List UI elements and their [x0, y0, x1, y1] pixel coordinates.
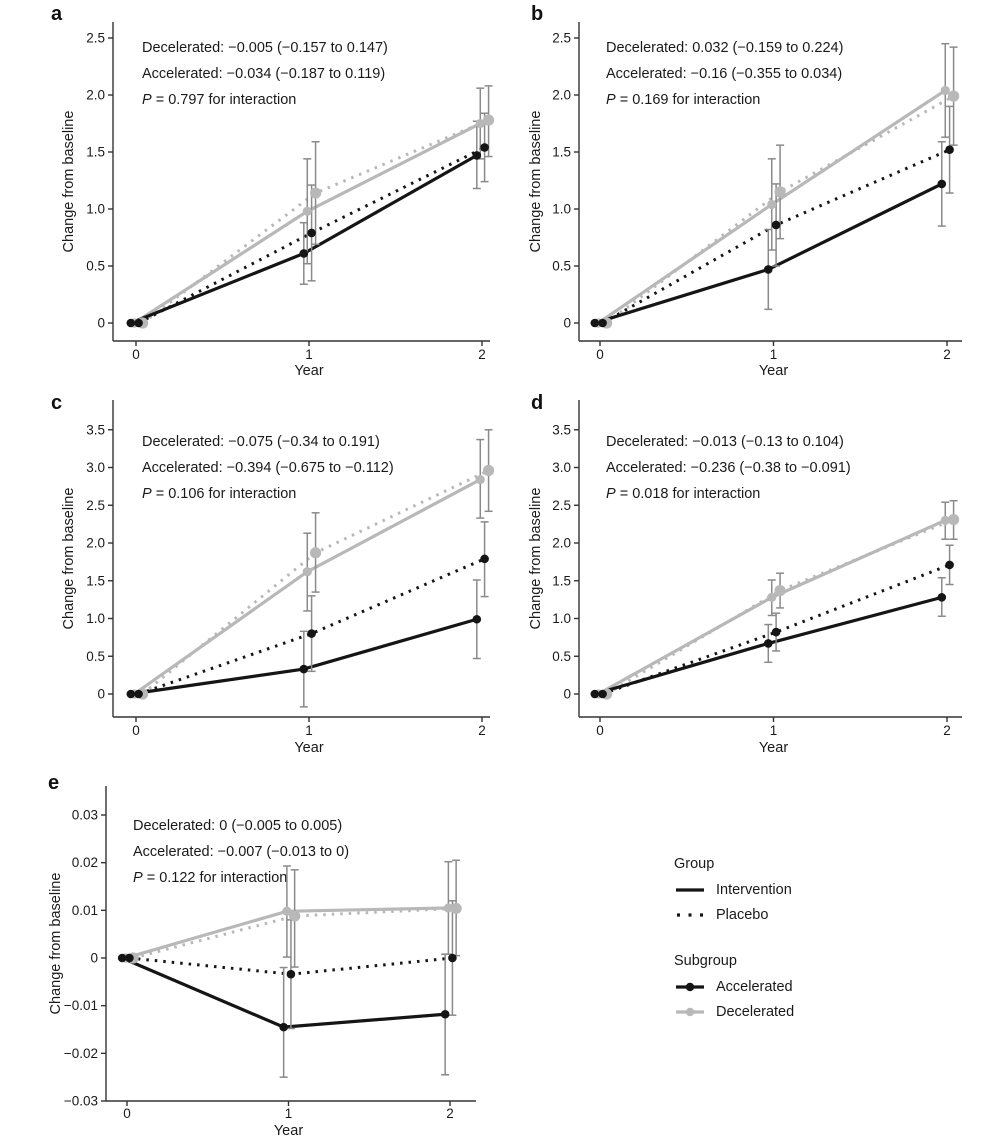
legend-item-accelerated — [674, 979, 882, 995]
svg-text:0: 0 — [90, 950, 98, 966]
svg-text:Year: Year — [273, 1123, 304, 1139]
panel-a-chart — [0, 0, 500, 378]
svg-text:0: 0 — [596, 347, 604, 362]
svg-text:−0.01: −0.01 — [63, 998, 98, 1014]
svg-text:Year: Year — [294, 363, 324, 378]
svg-text:P = 0.797 for interaction: P = 0.797 for interaction — [142, 92, 297, 108]
svg-text:1: 1 — [305, 723, 313, 738]
svg-text:0.01: 0.01 — [71, 902, 98, 918]
svg-text:Year: Year — [758, 740, 789, 756]
svg-text:2: 2 — [478, 723, 486, 738]
svg-text:1.5: 1.5 — [552, 573, 571, 589]
svg-text:0: 0 — [132, 347, 140, 362]
decelerated-line-sample — [674, 1005, 706, 1019]
svg-text:−0.02: −0.02 — [63, 1045, 98, 1061]
panel-b-chart — [500, 0, 1000, 378]
svg-text:0: 0 — [97, 686, 105, 702]
svg-text:0: 0 — [132, 723, 140, 738]
svg-text:0.03: 0.03 — [71, 807, 98, 823]
panel-a-letter: a — [51, 3, 63, 25]
svg-text:2: 2 — [943, 723, 951, 738]
svg-text:1: 1 — [284, 1106, 293, 1121]
svg-text:0.5: 0.5 — [86, 258, 105, 274]
svg-text:Change from baseline: Change from baseline — [61, 110, 77, 253]
svg-text:1.5: 1.5 — [86, 573, 105, 589]
legend-group-title: Group — [674, 856, 715, 872]
svg-text:P = 0.018 for interaction: P = 0.018 for interaction — [606, 486, 761, 502]
svg-text:Change from baseline: Change from baseline — [48, 872, 64, 1015]
svg-text:Decelerated: −0.075 (−0.34 to: Decelerated: −0.075 (−0.34 to 0.191) — [142, 434, 380, 450]
svg-text:Decelerated: 0.032 (−0.159 to: Decelerated: 0.032 (−0.159 to 0.224) — [606, 40, 844, 56]
svg-text:0.5: 0.5 — [86, 648, 105, 664]
svg-text:2.0: 2.0 — [86, 87, 105, 103]
svg-text:2.0: 2.0 — [86, 535, 105, 551]
svg-text:P = 0.106 for interaction: P = 0.106 for interaction — [142, 486, 297, 502]
svg-text:Accelerated: −0.16 (−0.355 to: Accelerated: −0.16 (−0.355 to 0.034) — [606, 66, 843, 82]
legend — [662, 856, 882, 1029]
panel-c-chart — [0, 380, 500, 768]
svg-text:0: 0 — [563, 315, 571, 331]
svg-text:0.5: 0.5 — [552, 258, 571, 274]
svg-text:1.0: 1.0 — [552, 201, 571, 217]
svg-text:0: 0 — [97, 315, 105, 331]
legend-item-label: Accelerated — [716, 979, 793, 995]
svg-text:Year: Year — [758, 363, 789, 378]
svg-text:3.5: 3.5 — [86, 422, 105, 438]
dotted-line-sample — [674, 908, 706, 922]
legend-item-label: Decelerated — [716, 1004, 795, 1020]
svg-text:P = 0.169 for interaction: P = 0.169 for interaction — [606, 92, 761, 108]
svg-text:2.5: 2.5 — [86, 497, 105, 513]
svg-text:Change from baseline: Change from baseline — [528, 110, 544, 253]
svg-text:1.5: 1.5 — [86, 144, 105, 160]
solid-line-sample — [674, 883, 706, 897]
legend-item-label: Intervention — [716, 882, 792, 898]
svg-text:0: 0 — [123, 1106, 131, 1121]
svg-text:2: 2 — [446, 1106, 454, 1121]
svg-text:Decelerated: −0.005 (−0.157 to: Decelerated: −0.005 (−0.157 to 0.147) — [142, 40, 388, 56]
svg-text:1: 1 — [305, 347, 313, 362]
legend-item-label: Placebo — [716, 907, 769, 923]
panel-b-letter: b — [531, 3, 544, 25]
panel-c-letter: c — [51, 392, 63, 414]
panel-d-letter: d — [531, 392, 544, 414]
svg-text:Change from baseline: Change from baseline — [528, 487, 544, 630]
svg-text:2.0: 2.0 — [552, 87, 571, 103]
svg-text:Accelerated: −0.034 (−0.187 to: Accelerated: −0.034 (−0.187 to 0.119) — [142, 66, 386, 82]
svg-text:3.0: 3.0 — [552, 460, 571, 475]
svg-text:1.5: 1.5 — [552, 144, 571, 160]
svg-text:2.0: 2.0 — [552, 535, 571, 551]
panel-e-chart — [0, 760, 560, 1144]
svg-text:Decelerated: −0.013 (−0.13 to: Decelerated: −0.013 (−0.13 to 0.104) — [606, 434, 844, 450]
svg-text:2: 2 — [478, 347, 486, 362]
svg-text:Year: Year — [294, 740, 324, 756]
svg-text:P = 0.122 for interaction: P = 0.122 for interaction — [133, 870, 288, 886]
svg-text:0: 0 — [563, 686, 571, 702]
svg-text:2.5: 2.5 — [552, 30, 571, 46]
svg-text:2: 2 — [943, 347, 951, 362]
panel-e-letter: e — [48, 772, 60, 794]
svg-text:1.0: 1.0 — [86, 611, 105, 626]
accelerated-line-sample — [674, 980, 706, 994]
legend-item-placebo — [674, 907, 882, 923]
svg-text:1.0: 1.0 — [86, 201, 105, 217]
svg-text:0: 0 — [596, 723, 604, 738]
legend-item-intervention — [674, 882, 882, 898]
svg-text:3.0: 3.0 — [86, 460, 105, 475]
svg-text:Decelerated: 0 (−0.005 to 0.00: Decelerated: 0 (−0.005 to 0.005) — [133, 818, 343, 834]
legend-subgroup-title: Subgroup — [674, 953, 737, 969]
svg-text:1: 1 — [769, 347, 778, 362]
svg-text:Accelerated: −0.007 (−0.013 to: Accelerated: −0.007 (−0.013 to 0) — [133, 844, 350, 860]
svg-text:1: 1 — [769, 723, 778, 738]
svg-text:1.0: 1.0 — [552, 611, 571, 626]
svg-text:−0.03: −0.03 — [63, 1093, 98, 1109]
svg-text:0.5: 0.5 — [552, 648, 571, 664]
svg-text:Accelerated: −0.236 (−0.38 to: Accelerated: −0.236 (−0.38 to −0.091) — [606, 460, 851, 476]
legend-item-decelerated — [674, 1004, 882, 1020]
svg-text:Change from baseline: Change from baseline — [61, 487, 77, 630]
svg-text:3.5: 3.5 — [552, 422, 571, 438]
svg-text:Accelerated: −0.394 (−0.675 to: Accelerated: −0.394 (−0.675 to −0.112) — [142, 460, 394, 476]
svg-text:2.5: 2.5 — [552, 497, 571, 513]
svg-text:0.02: 0.02 — [71, 855, 98, 871]
panel-d-chart — [500, 380, 1000, 768]
svg-text:2.5: 2.5 — [86, 30, 105, 46]
